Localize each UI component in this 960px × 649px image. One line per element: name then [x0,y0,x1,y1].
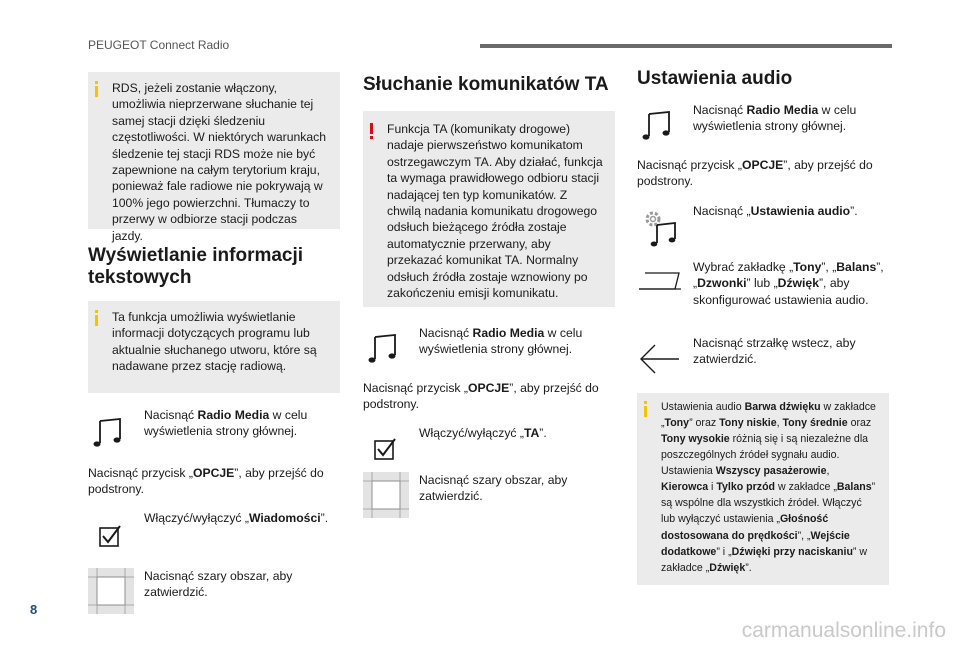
music-note-icon [363,327,409,373]
info-bold: Tony [664,416,690,429]
info-bold: Wejście dodatkowe [661,529,850,558]
info-text: , [776,416,783,429]
info-text: oraz [847,416,872,429]
checkbox-icon [363,429,409,475]
step-text: ”. [850,203,858,218]
para-text: ”, aby przejść do podstrony. [363,381,599,412]
info-icon [95,310,98,326]
info-bold: Tony wysokie [661,433,730,445]
step-text: w celu wyświetlenia strony głównej. [144,408,308,439]
grey-area-icon [363,472,409,518]
info-text-info-text: Ta funkcja umożliwia wyświetlanie informacji dotyczących programu lub aktualnie słuchanego utworu, które są nadawane przez stację radiową. [112,310,317,374]
info-text: Ustawienia audio [661,400,745,413]
info-bold: Barwa dźwięku [744,400,821,413]
step-text: ”. [539,425,547,440]
column-2 [363,72,615,518]
step-text: ”, aby skonfigurować ustawienia audio. [693,276,869,307]
step-grey-area [363,472,615,518]
step-bold: Wiadomości [248,510,321,525]
settings-music-icon [637,203,683,249]
watermark: carmanualsonline.info [741,619,946,642]
step-text: ” lub „ [746,276,778,291]
info-text: ” w zakładce „ [661,545,868,574]
step-bold: Dźwięk [777,276,819,291]
info-text: różnią się i są niezależne dla poszczególnych źródeł sygnału audio. Ustawienia [661,433,869,478]
paragraph-options [363,380,615,413]
info-text: ” i „ [716,545,732,558]
para-bold: OPCJE [741,158,784,172]
info-text: i [708,481,717,494]
warning-box-ta [363,111,615,307]
info-bold: Tony niskie [719,416,777,429]
info-bold: Kierowca [661,481,709,494]
info-text: ”. [745,561,752,574]
info-box-audio [637,393,889,585]
info-bold: Głośność dostosowana do prędkości [661,513,829,542]
step-toggle-ta [363,425,615,465]
step-toggle-messages [88,510,340,550]
info-bold: Dźwięk [709,561,746,574]
para-bold: OPCJE [192,466,235,480]
step-text: Nacisnąć szary obszar, aby zatwierdzić. [144,568,293,600]
para-text: Nacisnąć przycisk „ [363,381,468,395]
step-text: Nacisnąć strzałkę wstecz, aby zatwierdzić. [693,335,856,367]
step-bold: Ustawienia audio [750,203,851,218]
page-number: 8 [30,602,38,617]
warning-ta-text: Funkcja TA (komunikaty drogowe) nadaje pierwszeństwo komunikatom ostrzegawczym TA. Aby działać, funkcja ta wymaga prawidłowego odbioru stacji nadającej ten typ komunikatów. Z chwilą nadania komunikatu drogowego odsłuch bieżącego źródła zostaje automatycznie przerwany, aby przekazać komunikat TA. Normalny odsłuch źródła zostaje wznowiony po zakończeniu emisji komunikatu. [387,122,603,301]
step-text: Wybrać zakładkę „ [693,259,794,274]
info-text: w zakładce „ [661,400,876,429]
section-heading-ta: Słuchanie komunikatów TA [363,74,609,95]
step-radio-media [363,325,615,371]
step-text: w celu wyświetlenia strony głównej. [419,326,583,357]
warning-icon [370,123,373,139]
step-text: ”, „ [821,259,837,274]
info-text: ” są wspólne dla wszystkich źródeł. Włączyć lub wyłączyć ustawienia „ [661,481,876,526]
step-back-arrow [637,335,889,375]
para-bold: OPCJE [467,381,510,395]
step-text: ”, „ [693,259,884,291]
running-header: PEUGEOT Connect Radio [88,38,230,52]
para-text: ”, aby przejść do podstrony. [637,158,873,189]
paragraph-options [88,465,340,498]
info-bold: Tony średnie [782,416,848,429]
para-text: Nacisnąć przycisk „ [88,466,193,480]
step-radio-media [88,407,340,453]
para-text: ”, aby przejść do podstrony. [88,466,324,497]
header-bar [480,44,892,48]
info-bold: Dźwięki przy naciskaniu [731,545,853,558]
column-1 [88,72,340,614]
info-text: ” oraz [689,416,720,429]
step-text: Nacisnąć [144,408,198,422]
column-3 [637,68,889,585]
step-bold: Radio Media [472,326,545,340]
step-text: Nacisnąć szary obszar, aby zatwierdzić. [419,472,568,504]
section-heading-audio: Ustawienia audio [637,68,793,89]
back-arrow-icon [637,339,683,385]
info-icon [95,81,98,97]
step-text: ”. [320,510,329,525]
paragraph-options [637,157,889,190]
step-select-tab [637,259,889,313]
para-text: Nacisnąć przycisk „ [637,158,742,172]
info-icon [644,401,647,417]
step-bold: Balans [836,259,877,274]
info-rds-text: RDS, jeżeli zostanie włączony, umożliwia nieprzerwane słuchanie tej samej stacji dzięki śledzeniu częstotliwości. W niektórych warunkach śledzenie tej stacji RDS może nie być zapewnione na całym terytorium kraju, ponieważ fale radiowe nie pokrywają w 100% jego powierzchni. Tłumaczy to przerwy w odbiorze stacji podczas jazdy. [112,81,327,243]
music-note-icon [88,411,134,457]
step-text: Nacisnąć [419,326,473,340]
info-text: , [826,465,830,478]
step-bold: Radio Media [746,103,819,117]
step-text: Włączyć/wyłączyć „ [144,510,249,525]
info-text: w zakładce „ [775,481,837,494]
step-text: Nacisnąć [693,103,747,117]
section-heading-text-info: Wyświetlanie informacji tekstowych [88,245,304,288]
music-note-icon [637,104,683,150]
step-text: w celu wyświetlenia strony głównej. [693,103,857,134]
step-text: Nacisnąć „ [693,203,751,218]
info-box-text-info [88,301,340,393]
step-audio-settings [637,203,889,251]
checkbox-icon [88,516,134,562]
info-bold: Balans [836,481,872,494]
info-text: ”, „ [797,529,811,542]
step-radio-media [637,102,889,148]
info-bold: Tylko przód [716,481,776,494]
info-bold: Wszyscy pasażerowie [715,465,827,478]
info-box-rds [88,72,340,243]
tab-icon [637,265,683,311]
step-grey-area [88,568,340,614]
step-bold: Radio Media [197,408,270,422]
step-bold: Dzwonki [697,276,747,291]
grey-area-icon [88,568,134,614]
step-text: Włączyć/wyłączyć „ [419,425,524,440]
step-bold: Tony [793,259,822,274]
step-bold: TA [523,425,540,440]
